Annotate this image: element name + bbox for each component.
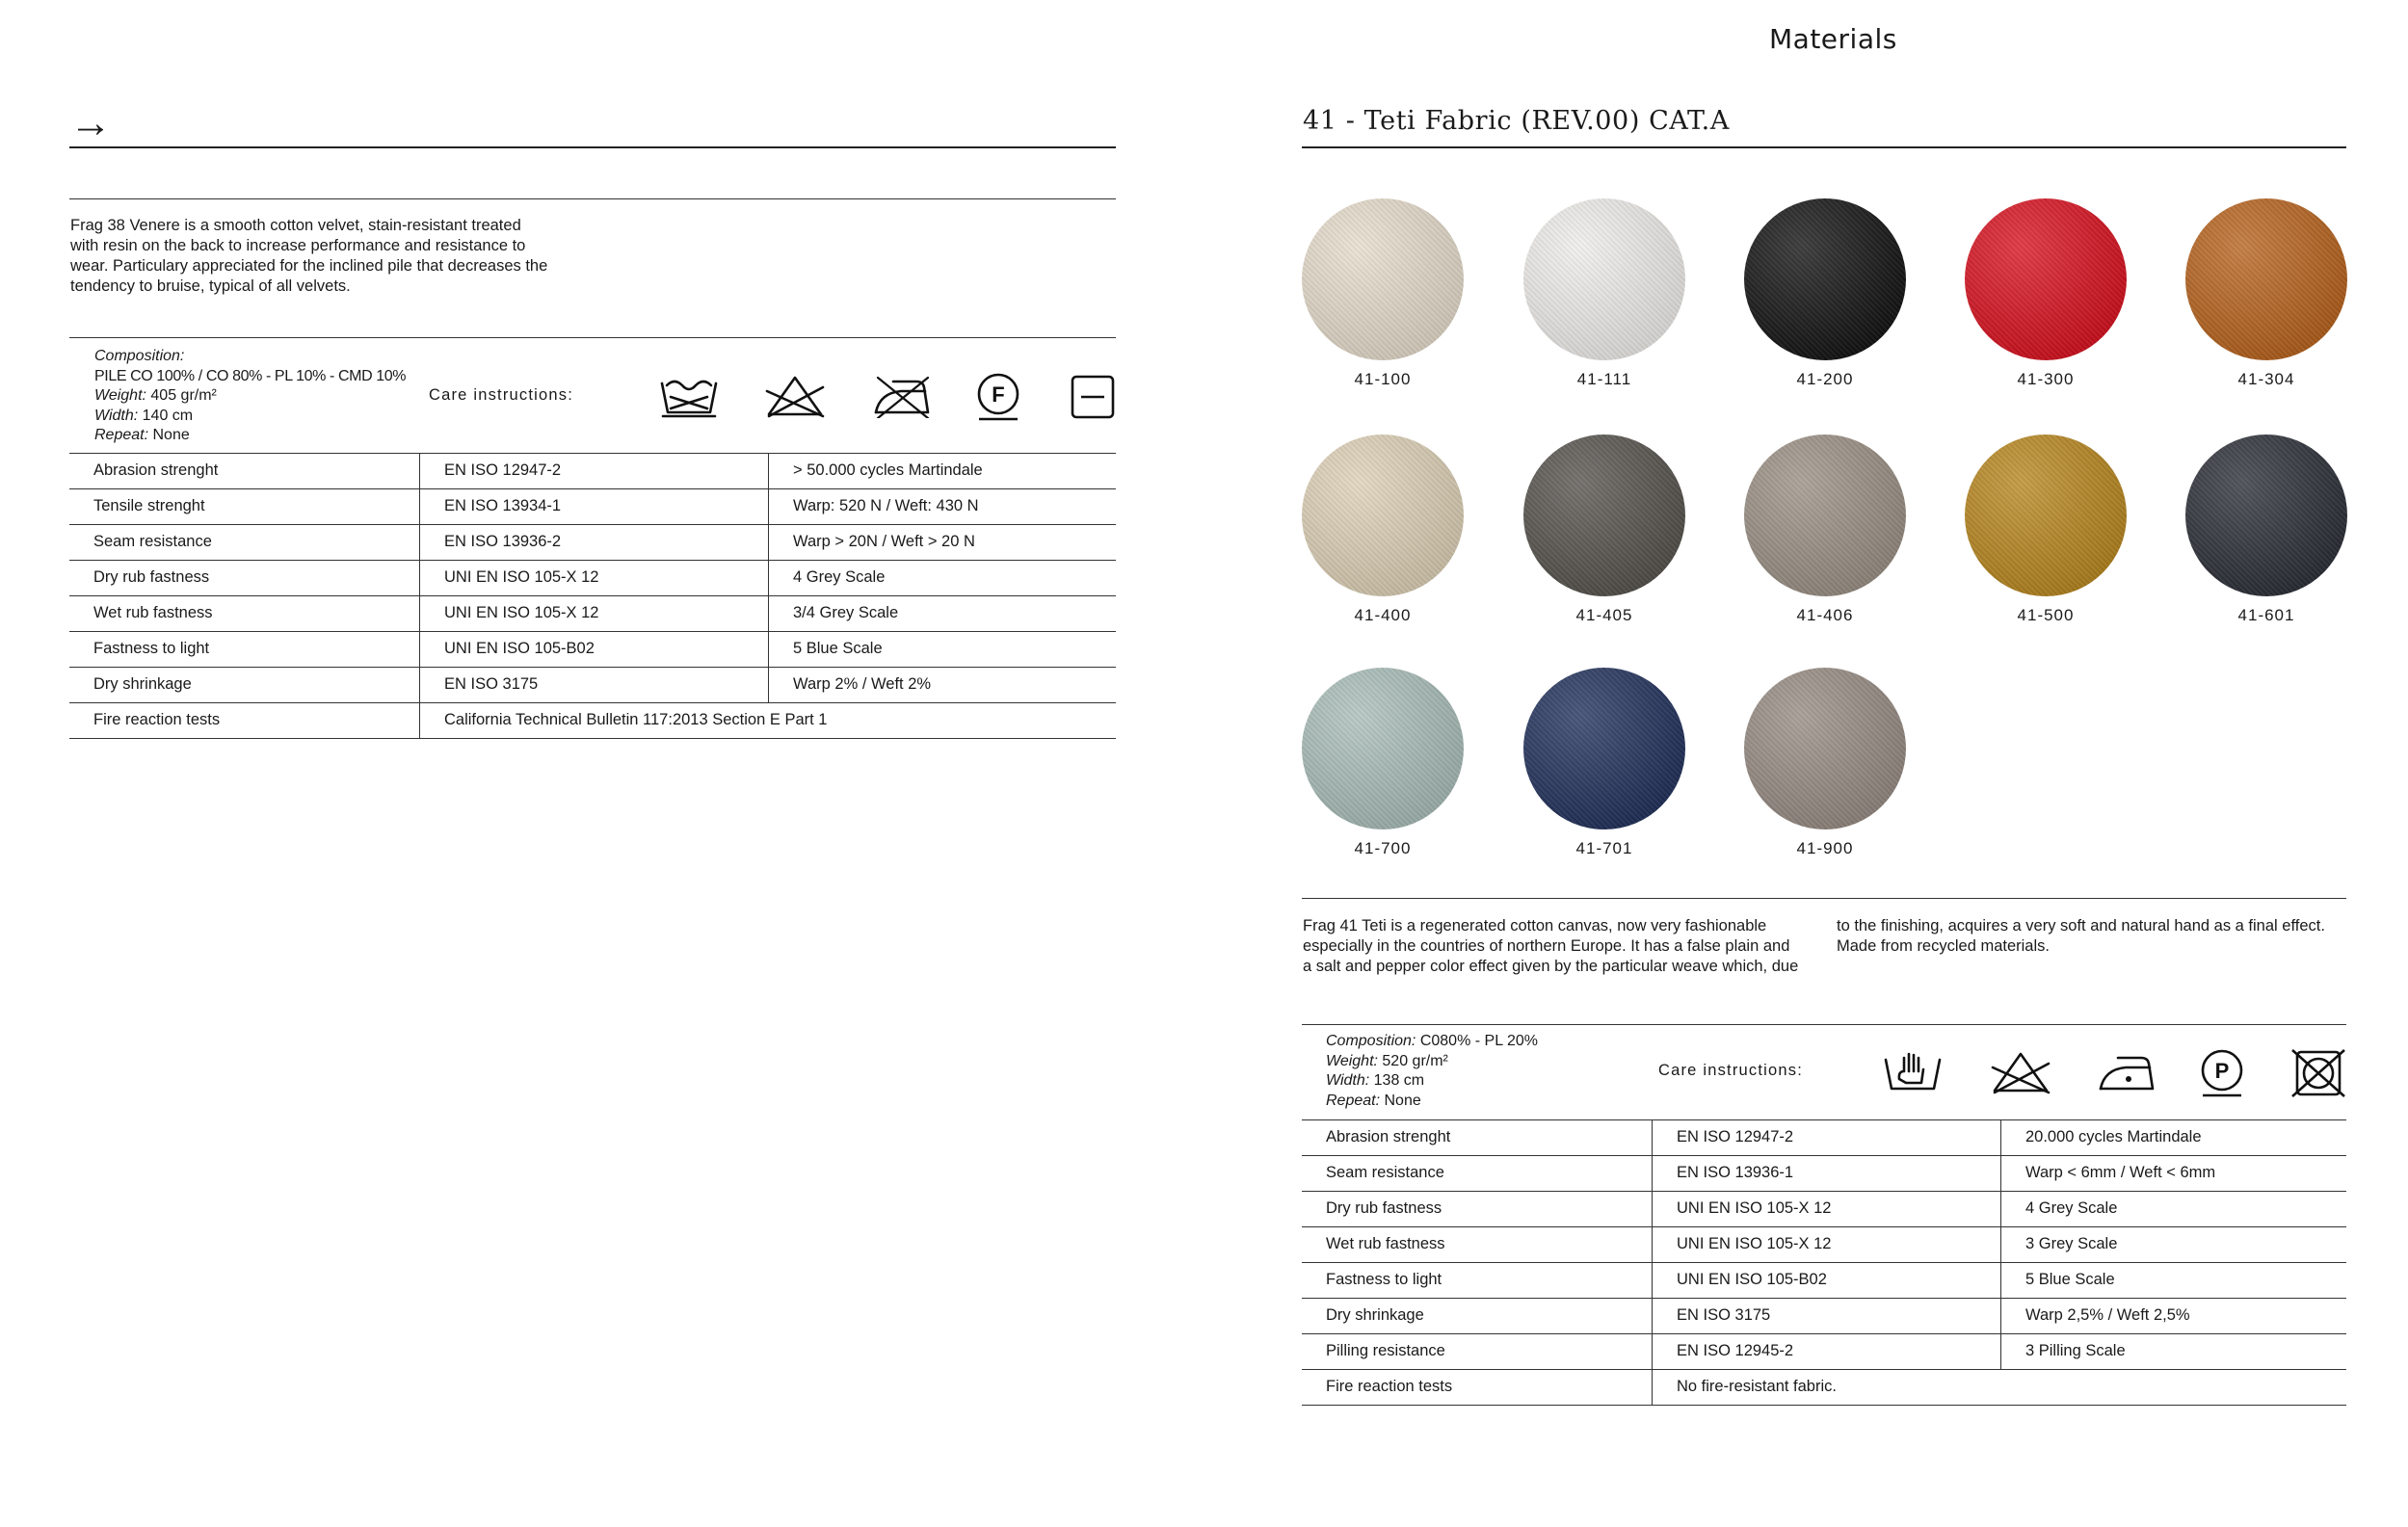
swatch-color (1302, 434, 1464, 596)
table-row (69, 702, 1116, 738)
table-row (1302, 1155, 2346, 1191)
no-bleach-icon (765, 374, 825, 418)
cell-standard: UNI EN ISO 105-B02 (419, 631, 768, 667)
swatch-color (1302, 668, 1464, 829)
table-divider (1302, 1405, 2346, 1406)
table-row (69, 524, 1116, 560)
table-row (69, 560, 1116, 595)
repeat-value: None (152, 427, 190, 443)
care-instructions-label: Care instructions: (429, 386, 573, 404)
cell-standard: UNI EN ISO 105-X 12 (419, 595, 768, 631)
fabric-swatch[interactable] (2185, 434, 2347, 625)
width-value: 138 cm (1373, 1072, 1425, 1089)
swatch-color (1965, 198, 2127, 360)
hand-wash-icon (1883, 1050, 1943, 1094)
description-line: to the finishing, acquires a very soft and natural hand as a final effect. (1837, 917, 2325, 935)
cell-standard: No fire-resistant fabric. (1652, 1369, 2346, 1405)
cell-standard: EN ISO 3175 (1652, 1298, 2000, 1333)
fabric-swatch[interactable] (1302, 198, 1464, 389)
dry-clean-f-icon (973, 372, 1023, 422)
weight-label: Weight: (1326, 1052, 1378, 1069)
width-label: Width: (1326, 1072, 1370, 1089)
fabric-title: 41 - Teti Fabric (REV.00) CAT.A (1303, 106, 1730, 136)
divider (1302, 146, 2346, 148)
care-instructions-label: Care instructions: (1658, 1062, 1803, 1079)
fabric-description (70, 216, 610, 297)
cell-result: 5 Blue Scale (768, 631, 1116, 667)
cell-test-name: Fire reaction tests (1326, 1378, 1453, 1395)
composition-block (1326, 1032, 1673, 1111)
cell-test-name: Dry rub fastness (1326, 1199, 1442, 1217)
cell-test-name: Tensile strenght (93, 497, 205, 514)
description-line: especially in the countries of northern Europe. It has a false plain and (1303, 937, 1790, 955)
no-tumble-dry-icon (2290, 1048, 2346, 1098)
arrow-right-icon[interactable]: → (69, 99, 112, 146)
cell-test-name: Dry shrinkage (1326, 1306, 1424, 1324)
table-row (1302, 1262, 2346, 1298)
cell-standard: EN ISO 12947-2 (419, 453, 768, 488)
cell-result: 20.000 cycles Martindale (2000, 1119, 2346, 1155)
fabric-swatch[interactable] (1523, 668, 1685, 858)
cell-test-name: Fastness to light (1326, 1271, 1442, 1288)
cell-test-name: Wet rub fastness (1326, 1235, 1445, 1252)
swatch-code: 41-200 (1796, 370, 1854, 388)
cell-test-name: Dry rub fastness (93, 568, 210, 586)
fabric-swatch[interactable] (1965, 434, 2127, 625)
cell-result: Warp < 6mm / Weft < 6mm (2000, 1155, 2346, 1191)
fabric-swatch[interactable] (1523, 198, 1685, 389)
fabric-swatch[interactable] (1744, 434, 1906, 625)
swatch-color (1523, 198, 1685, 360)
divider (1302, 898, 2346, 899)
description-line: a salt and pepper color effect given by the particular weave which, due (1303, 958, 1799, 975)
no-iron-icon (872, 374, 932, 418)
width-value: 140 cm (142, 407, 194, 424)
divider (69, 337, 1116, 338)
cell-standard: EN ISO 12947-2 (1652, 1119, 2000, 1155)
cell-result: Warp 2,5% / Weft 2,5% (2000, 1298, 2346, 1333)
divider (69, 198, 1116, 199)
table-row (69, 453, 1116, 488)
table-row (1302, 1333, 2346, 1369)
swatch-color (1965, 434, 2127, 596)
description-line: Frag 38 Venere is a smooth cotton velvet, stain-resistant treated (70, 217, 521, 234)
cell-test-name: Abrasion strenght (93, 461, 219, 479)
swatch-code: 41-701 (1575, 839, 1633, 857)
description-line: wear. Particulary appreciated for the inclined pile that decreases the (70, 257, 548, 275)
cell-standard: EN ISO 12945-2 (1652, 1333, 2000, 1369)
table-row (69, 488, 1116, 524)
iron-low-icon (2097, 1050, 2157, 1094)
cell-test-name: Fire reaction tests (93, 711, 221, 728)
swatch-code: 41-111 (1576, 370, 1632, 388)
width-label: Width: (94, 407, 139, 424)
cell-test-name: Seam resistance (93, 533, 212, 550)
swatch-code: 41-500 (2017, 606, 2075, 624)
fabric-swatch[interactable] (1302, 668, 1464, 858)
swatch-code: 41-900 (1796, 839, 1854, 857)
cell-test-name: Seam resistance (1326, 1164, 1444, 1181)
table-row (1302, 1226, 2346, 1262)
fabric-swatch[interactable] (1302, 434, 1464, 625)
fabric-swatch[interactable] (1744, 668, 1906, 858)
description-line: with resin on the back to increase performance and resistance to (70, 237, 526, 254)
fabric-swatch[interactable] (1523, 434, 1685, 625)
cell-standard: UNI EN ISO 105-X 12 (419, 560, 768, 595)
cell-result: Warp > 20N / Weft > 20 N (768, 524, 1116, 560)
description-line: Made from recycled materials. (1837, 937, 2050, 955)
swatch-color (1744, 434, 1906, 596)
cell-result: 3 Pilling Scale (2000, 1333, 2346, 1369)
cell-result: Warp: 520 N / Weft: 430 N (768, 488, 1116, 524)
table-divider (69, 738, 1116, 739)
cell-result: Warp 2% / Weft 2% (768, 667, 1116, 702)
weight-value: 405 gr/m² (150, 387, 217, 404)
swatch-color (1744, 198, 1906, 360)
weight-label: Weight: (94, 387, 146, 404)
fabric-swatch[interactable] (1744, 198, 1906, 389)
cell-test-name: Pilling resistance (1326, 1342, 1445, 1359)
composition-label: Composition: (94, 348, 185, 364)
composition-block (94, 347, 441, 446)
cell-result: > 50.000 cycles Martindale (768, 453, 1116, 488)
tumble-dry-icon (1070, 374, 1116, 420)
table-row (1302, 1298, 2346, 1333)
cell-result: 4 Grey Scale (2000, 1191, 2346, 1226)
table-row (69, 595, 1116, 631)
table-row (69, 667, 1116, 702)
fabric-swatch[interactable] (1965, 198, 2127, 389)
dry-clean-letter: F (992, 382, 1005, 407)
swatch-color (2185, 434, 2347, 596)
cell-standard: UNI EN ISO 105-B02 (1652, 1262, 2000, 1298)
cell-result: 4 Grey Scale (768, 560, 1116, 595)
table-row (1302, 1369, 2346, 1405)
cell-test-name: Abrasion strenght (1326, 1128, 1451, 1145)
cell-test-name: Wet rub fastness (93, 604, 213, 621)
cell-result: 3 Grey Scale (2000, 1226, 2346, 1262)
composition-label: Composition: (1326, 1033, 1416, 1049)
description-line: tendency to bruise, typical of all velvets. (70, 277, 351, 295)
cell-standard: EN ISO 13936-1 (1652, 1155, 2000, 1191)
divider (69, 146, 1116, 148)
swatch-code: 41-406 (1796, 606, 1854, 624)
cell-standard: EN ISO 13934-1 (419, 488, 768, 524)
cell-result: 3/4 Grey Scale (768, 595, 1116, 631)
weight-value: 520 gr/m² (1382, 1052, 1448, 1069)
description-line: Frag 41 Teti is a regenerated cotton canvas, now very fashionable (1303, 917, 1767, 935)
repeat-label: Repeat: (1326, 1092, 1381, 1109)
swatch-code: 41-100 (1354, 370, 1412, 388)
swatch-code: 41-700 (1354, 839, 1412, 857)
hand-wash-icon (659, 374, 719, 418)
dry-clean-p-icon (2197, 1048, 2247, 1098)
swatch-code: 41-300 (2017, 370, 2075, 388)
repeat-label: Repeat: (94, 427, 149, 443)
cell-standard: EN ISO 13936-2 (419, 524, 768, 560)
swatch-code: 41-601 (2237, 606, 2295, 624)
swatch-color (1744, 668, 1906, 829)
composition-value: PILE CO 100% / CO 80% - PL 10% - CMD 10% (94, 367, 407, 384)
fabric-description-continued (1837, 916, 2357, 957)
swatch-code: 41-405 (1575, 606, 1633, 624)
swatch-color (1523, 434, 1685, 596)
cell-standard: EN ISO 3175 (419, 667, 768, 702)
cell-test-name: Dry shrinkage (93, 675, 192, 693)
divider (1302, 1024, 2346, 1025)
swatch-color (2185, 198, 2347, 360)
cell-standard: UNI EN ISO 105-X 12 (1652, 1191, 2000, 1226)
swatch-code: 41-304 (2237, 370, 2295, 388)
swatch-code: 41-400 (1354, 606, 1412, 624)
no-bleach-icon (1991, 1050, 2051, 1094)
fabric-description (1303, 916, 1823, 977)
swatch-color (1302, 198, 1464, 360)
fabric-swatch[interactable] (2185, 198, 2347, 389)
table-row (1302, 1119, 2346, 1155)
cell-standard: UNI EN ISO 105-X 12 (1652, 1226, 2000, 1262)
swatch-color (1523, 668, 1685, 829)
table-row (1302, 1191, 2346, 1226)
cell-result: 5 Blue Scale (2000, 1262, 2346, 1298)
repeat-value: None (1384, 1092, 1421, 1109)
cell-test-name: Fastness to light (93, 640, 210, 657)
page-title: Materials (1769, 23, 1897, 55)
dry-clean-letter: P (2214, 1059, 2230, 1083)
table-row (69, 631, 1116, 667)
cell-standard: California Technical Bulletin 117:2013 Section E Part 1 (419, 702, 1116, 738)
composition-value: C080% - PL 20% (1419, 1033, 1538, 1049)
